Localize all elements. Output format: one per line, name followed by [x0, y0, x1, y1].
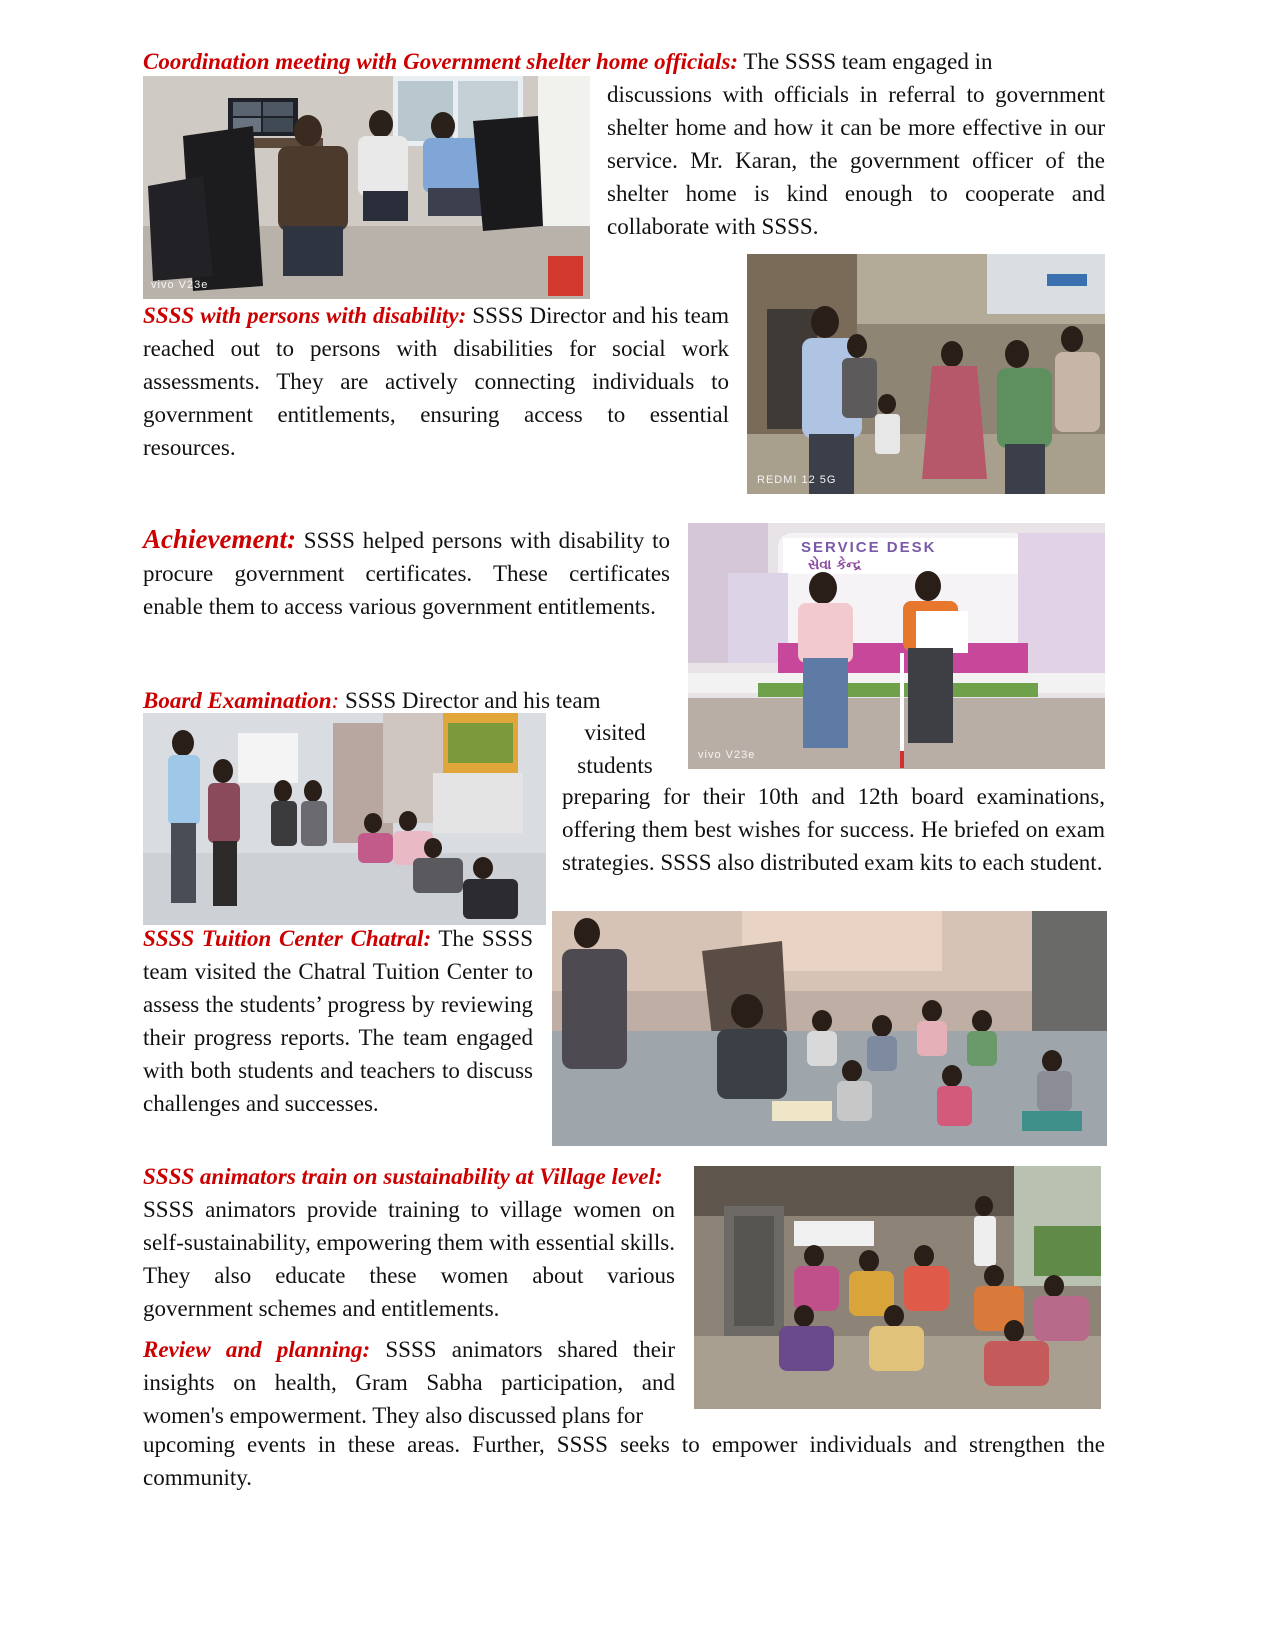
- disability-outreach-photo: [747, 254, 1105, 494]
- review-paragraph: [143, 1333, 675, 1432]
- achievement-certificate-photo: [688, 523, 1105, 769]
- disability-photo-watermark: REDMI 12 5G: [757, 474, 837, 486]
- achievement-sign-subtitle: સેવા કેન્દ્ર: [808, 557, 862, 573]
- board-line1: SSSS Director and his team: [339, 688, 601, 713]
- animators-training-photo: [694, 1166, 1101, 1409]
- board-line3: students: [577, 753, 653, 778]
- shelter-meeting-photo: [143, 76, 590, 299]
- shelter-body: discussions with officials in referral to government shelter home and how it can be more effective in our service. Mr. Karan, the government officer of the shelter home is kind enough to cooperate and collaborate with SSSS.: [607, 82, 1105, 239]
- achievement-paragraph: [143, 523, 670, 623]
- disability-heading: SSSS with persons with disability:: [143, 303, 467, 328]
- achievement-heading: Achievement:: [143, 524, 296, 554]
- board-heading: Board Examination: [143, 688, 332, 713]
- tuition-body: The SSSS team visited the Chatral Tuition Center to assess the students’ progress by reviewing their progress reports. The team engaged with both students and teachers to discuss challenges and successes.: [143, 926, 533, 1116]
- board-line2: visited: [584, 720, 646, 745]
- shelter-line1: The SSSS team engaged in: [738, 49, 993, 74]
- board-exam-photo: [143, 713, 546, 925]
- animators-paragraph: [143, 1160, 675, 1325]
- tuition-center-photo: [552, 911, 1107, 1146]
- review-body-wide: upcoming events in these areas. Further, SSSS seeks to empower individuals and strengthen the community.: [143, 1432, 1105, 1490]
- review-body-narrow: SSSS animators shared their insights on health, Gram Sabha participation, and women's empowerment. They also discussed plans for: [143, 1337, 675, 1428]
- animators-body: SSSS animators provide training to village women on self-sustainability, empowering them with essential skills. They also educate these women about various government schemes and entitlements.: [143, 1197, 675, 1321]
- achievement-body: SSSS helped persons with disability to procure government certificates. These certificates enable them to access various government entitlements.: [143, 528, 670, 619]
- shelter-photo-watermark: vivo V23e: [151, 279, 209, 291]
- shelter-heading: Coordination meeting with Government shelter home officials:: [143, 49, 739, 74]
- achievement-sign-title: SERVICE DESK: [801, 539, 937, 556]
- board-narrow-lines: [560, 716, 670, 782]
- animators-heading: SSSS animators train on sustainability at Village level:: [143, 1164, 663, 1189]
- tuition-paragraph: [143, 922, 533, 1120]
- board-heading-colon: :: [331, 688, 340, 713]
- achievement-photo-watermark: vivo V23e: [698, 749, 756, 761]
- shelter-first-line: [143, 45, 1105, 78]
- review-heading: Review and planning:: [143, 1337, 371, 1362]
- disability-paragraph: [143, 299, 729, 464]
- board-body: preparing for their 10th and 12th board examinations, offering them best wishes for success. He briefed on exam strategies. SSSS also distributed exam kits to each student.: [562, 784, 1105, 875]
- disability-body: SSSS Director and his team reached out to persons with disabilities for social work assessments. They are actively connecting individuals to government entitlements, ensuring access to essential resources.: [143, 303, 729, 460]
- tuition-heading: SSSS Tuition Center Chatral:: [143, 926, 432, 951]
